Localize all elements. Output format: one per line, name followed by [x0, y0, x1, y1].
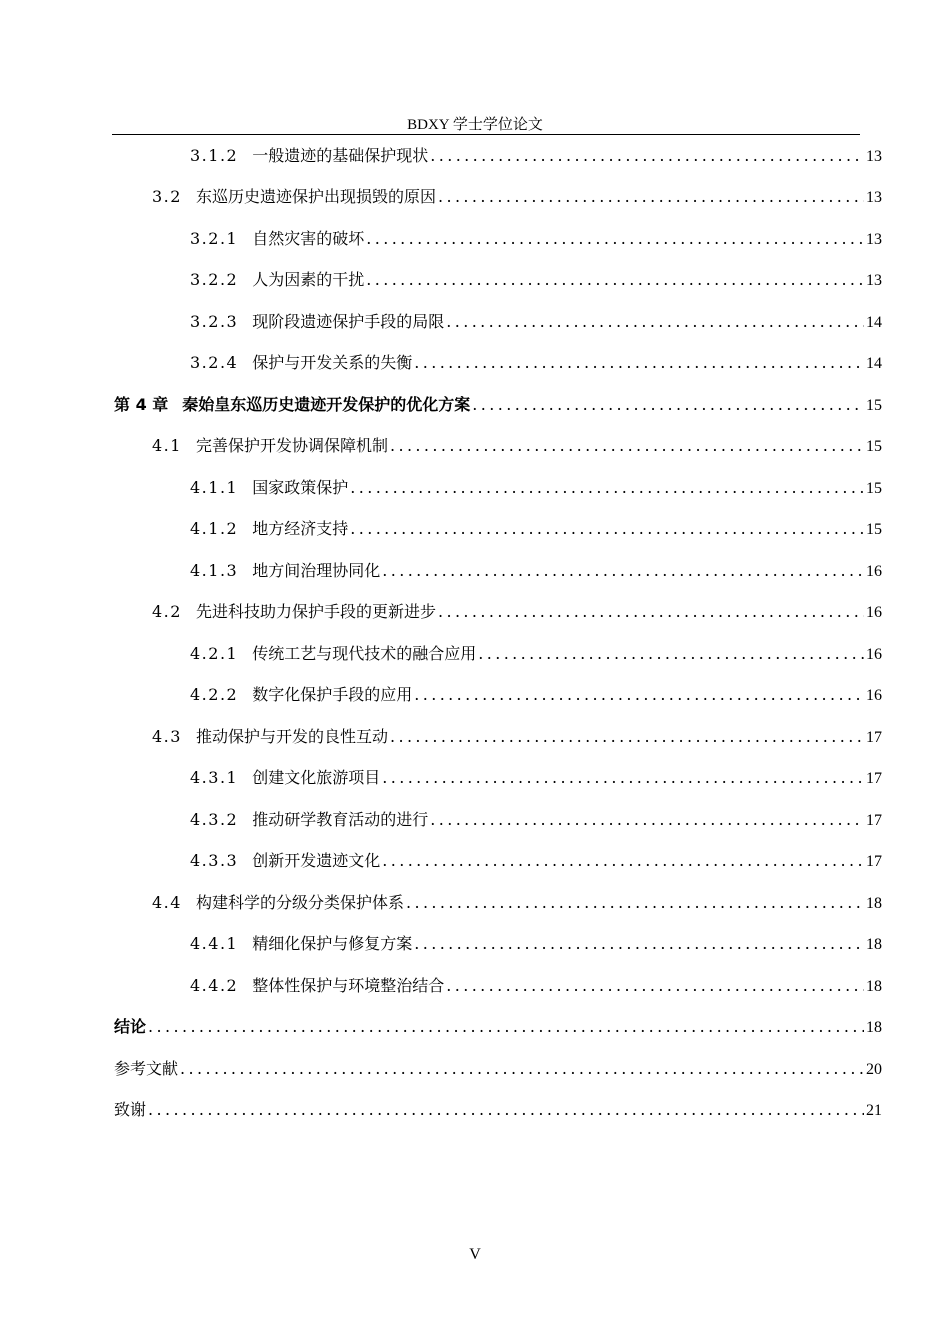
dot-leader [446, 311, 864, 333]
dot-leader [382, 850, 864, 872]
toc-entry-3-2[interactable] [152, 186, 882, 208]
toc-entry-title: 人为因素的干扰 [252, 270, 365, 289]
toc-entry-4-4[interactable] [152, 892, 882, 914]
toc-entry-number: 4.3.1 [190, 768, 239, 787]
toc-entry-page: 16 [866, 646, 882, 663]
toc-entry-page: 13 [866, 189, 882, 206]
toc-entry-3-2-2[interactable] [190, 269, 882, 291]
toc-entry-number: 4.2.1 [190, 644, 239, 663]
toc-entry-page: 17 [866, 853, 882, 870]
toc-entry-page: 13 [866, 148, 882, 165]
toc-entry-title: 致谢 [114, 1100, 147, 1119]
toc-entry-4-1[interactable] [152, 435, 882, 457]
toc-entry-page: 15 [866, 480, 882, 497]
toc-entry-3-2-4[interactable] [190, 352, 882, 374]
toc-entry-page: 13 [866, 272, 882, 289]
toc-entry-number: 4.4.2 [190, 976, 239, 995]
toc-entry-title: 现阶段遗迹保护手段的局限 [252, 312, 445, 331]
toc-entry-number: 4.1.3 [190, 561, 239, 580]
toc-entry-title: 国家政策保护 [252, 478, 349, 497]
toc-entry-page: 18 [866, 978, 882, 995]
toc-entry-4-3[interactable] [152, 726, 882, 748]
toc-entry-page: 20 [866, 1061, 882, 1078]
toc-entry-3-1-2[interactable] [190, 145, 882, 167]
toc-entry-title: 参考文献 [114, 1059, 179, 1078]
dot-leader [414, 684, 864, 706]
dot-leader [472, 394, 864, 416]
toc-entry-page: 18 [866, 1019, 882, 1036]
page-number: V [469, 1246, 481, 1263]
toc-entry-title: 保护与开发关系的失衡 [252, 353, 413, 372]
dot-leader [406, 892, 864, 914]
toc-entry-number: 3.1.2 [190, 146, 239, 165]
toc-entry-number: 4.2.2 [190, 685, 239, 704]
toc-entry-number: 4.2 [152, 602, 182, 621]
toc-entry-title: 构建科学的分级分类保护体系 [195, 893, 404, 912]
dot-leader [366, 228, 864, 250]
toc-entry-number: 3.2.1 [190, 229, 239, 248]
toc-entry-title: 传统工艺与现代技术的融合应用 [252, 644, 477, 663]
toc-entry-number: 4.3 [152, 727, 182, 746]
dot-leader [478, 643, 864, 665]
toc-entry-page: 15 [866, 397, 882, 414]
toc-entry-4-2[interactable] [152, 601, 882, 623]
toc-chapter-title: 秦始皇东巡历史遗迹开发保护的优化方案 [182, 395, 471, 414]
dot-leader [382, 560, 864, 582]
toc-entry-3-2-3[interactable] [190, 311, 882, 333]
toc-entry-4-4-1[interactable] [190, 933, 882, 955]
toc-entry-4-2-1[interactable] [190, 643, 882, 665]
toc-entry-number: 3.2.3 [190, 312, 239, 331]
dot-leader [438, 601, 864, 623]
toc-entry-number: 3.2.2 [190, 270, 239, 289]
toc-entry-acknowledgements[interactable] [114, 1099, 882, 1121]
toc-entry-conclusion[interactable] [114, 1016, 882, 1038]
dot-leader [148, 1016, 864, 1038]
dot-leader [382, 767, 864, 789]
toc-entry-number: 4.4.1 [190, 934, 239, 953]
toc-entry-page: 16 [866, 604, 882, 621]
running-header: BDXY 学士学位论文 [407, 117, 543, 133]
toc-entry-references[interactable] [114, 1058, 882, 1080]
toc-entry-page: 16 [866, 563, 882, 580]
dot-leader [350, 518, 864, 540]
toc-entry-number: 4.4 [152, 893, 182, 912]
dot-leader [430, 809, 864, 831]
toc-entry-title: 数字化保护手段的应用 [252, 685, 413, 704]
toc-entry-3-2-1[interactable] [190, 228, 882, 250]
dot-leader [350, 477, 864, 499]
toc-entry-4-1-2[interactable] [190, 518, 882, 540]
toc-entry-page: 14 [866, 314, 882, 331]
toc-entry-title: 结论 [114, 1017, 147, 1036]
toc-entry-title: 整体性保护与环境整治结合 [252, 976, 445, 995]
toc-entry-page: 15 [866, 521, 882, 538]
dot-leader [414, 933, 864, 955]
toc-entry-page: 21 [866, 1102, 882, 1119]
toc-entry-page: 18 [866, 895, 882, 912]
dot-leader [430, 145, 864, 167]
dot-leader [438, 186, 864, 208]
toc-entry-title: 推动研学教育活动的进行 [252, 810, 429, 829]
toc-entry-number: 3.2 [152, 187, 182, 206]
toc-entry-title: 先进科技助力保护手段的更新进步 [195, 602, 436, 621]
toc-entry-title: 地方间治理协同化 [252, 561, 381, 580]
dot-leader [148, 1099, 864, 1121]
toc-entry-title: 创新开发遗迹文化 [252, 851, 381, 870]
toc-entry-number: 4.1.1 [190, 478, 239, 497]
toc-entry-title: 自然灾害的破坏 [252, 229, 365, 248]
dot-leader [390, 726, 864, 748]
toc-entry-title: 地方经济支持 [252, 519, 349, 538]
toc-entry-4-4-2[interactable] [190, 975, 882, 997]
toc-entry-page: 18 [866, 936, 882, 953]
toc-entry-page: 14 [866, 355, 882, 372]
toc-entry-4-3-3[interactable] [190, 850, 882, 872]
toc-entry-4-1-1[interactable] [190, 477, 882, 499]
toc-entry-number: 4.1.2 [190, 519, 239, 538]
toc-entry-number: 4.3.2 [190, 810, 239, 829]
dot-leader [180, 1058, 864, 1080]
toc-entry-title: 东巡历史遗迹保护出现损毁的原因 [195, 187, 436, 206]
toc-chapter-number: 第 4 章 [114, 395, 169, 414]
dot-leader [390, 435, 864, 457]
toc-entry-title: 创建文化旅游项目 [252, 768, 381, 787]
dot-leader [446, 975, 864, 997]
toc-entry-4-2-2[interactable] [190, 684, 882, 706]
toc-entry-number: 4.1 [152, 436, 182, 455]
toc-entry-4-3-1[interactable] [190, 767, 882, 789]
toc-entry-page: 13 [866, 231, 882, 248]
dot-leader [414, 352, 864, 374]
toc-entry-page: 17 [866, 729, 882, 746]
toc-entry-title: 一般遗迹的基础保护现状 [252, 146, 429, 165]
toc-entry-number: 4.3.3 [190, 851, 239, 870]
toc-entry-title: 推动保护与开发的良性互动 [195, 727, 388, 746]
toc-entry-4-1-3[interactable] [190, 560, 882, 582]
toc-entry-title: 精细化保护与修复方案 [252, 934, 413, 953]
toc-entry-page: 17 [866, 812, 882, 829]
toc-entry-page: 16 [866, 687, 882, 704]
toc-entry-page: 15 [866, 438, 882, 455]
toc-entry-number: 3.2.4 [190, 353, 239, 372]
toc-entry-chapter-4[interactable] [114, 394, 882, 416]
toc-entry-page: 17 [866, 770, 882, 787]
dot-leader [366, 269, 864, 291]
toc-entry-title: 完善保护开发协调保障机制 [195, 436, 388, 455]
toc-entry-4-3-2[interactable] [190, 809, 882, 831]
